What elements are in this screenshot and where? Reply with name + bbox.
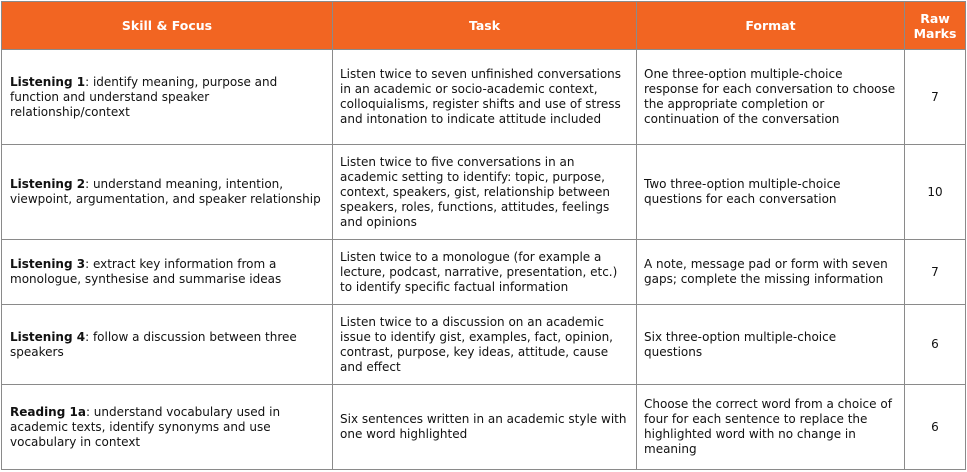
task-cell: Listen twice to five conversations in an academic setting to identify: topic, purpose, context, speakers, gist, relationship between speakers, roles, functions, attitudes, feelings and opinions xyxy=(333,145,637,240)
skill-cell xyxy=(2,305,333,385)
header-row xyxy=(2,2,966,50)
skill-cell xyxy=(2,385,333,470)
skill-title: Listening 1 xyxy=(10,74,86,89)
marks-cell: 6 xyxy=(905,385,966,470)
task-cell: Six sentences written in an academic style with one word highlighted xyxy=(333,385,637,470)
skill-title: Listening 2 xyxy=(10,177,86,191)
skill-description: : extract key information from a monologue, synthesise and summarise ideas xyxy=(10,257,282,286)
format-cell: Choose the correct word from a choice of four for each sentence to replace the highlighted word with no change in meaning xyxy=(637,385,905,470)
marks-cell: 10 xyxy=(905,145,966,240)
marks-cell: 7 xyxy=(905,50,966,145)
assessment-table xyxy=(1,1,966,470)
skill-title: Listening 3 xyxy=(10,257,86,271)
skill-description: : understand meaning, intention, viewpoint, argumentation, and speaker relationship xyxy=(10,177,321,206)
skill-description: : follow a discussion between three speakers xyxy=(10,329,297,359)
skill-cell xyxy=(2,145,333,240)
header-skill-focus: Skill & Focus xyxy=(2,2,333,50)
task-cell: Listen twice to a monologue (for example a lecture, podcast, narrative, presentation, etc.) to identify specific factual information xyxy=(333,240,637,305)
header-raw-marks: Raw Marks xyxy=(905,2,966,50)
format-cell: A note, message pad or form with seven gaps; complete the missing information xyxy=(637,240,905,305)
table-row xyxy=(2,385,966,470)
task-cell: Listen twice to a discussion on an academic issue to identify gist, examples, fact, opinion, contrast, purpose, key ideas, attitude, cause and effect xyxy=(333,305,637,385)
skill-cell xyxy=(2,50,333,145)
table-row xyxy=(2,240,966,305)
format-cell: Six three-option multiple-choice questions xyxy=(637,305,905,385)
skill-description: : identify meaning, purpose and function and understand speaker relationship/context xyxy=(10,74,278,119)
marks-cell: 6 xyxy=(905,305,966,385)
format-cell: Two three-option multiple-choice questions for each conversation xyxy=(637,145,905,240)
marks-cell: 7 xyxy=(905,240,966,305)
skill-title: Listening 4 xyxy=(10,329,86,344)
table-row xyxy=(2,145,966,240)
skill-cell xyxy=(2,240,333,305)
header-task: Task xyxy=(333,2,637,50)
task-cell: Listen twice to seven unfinished conversations in an academic or socio-academic context, colloquialisms, register shifts and use of stress and intonation to indicate attitude included xyxy=(333,50,637,145)
format-cell: One three-option multiple-choice response for each conversation to choose the appropriate completion or continuation of the conversation xyxy=(637,50,905,145)
skill-title: Reading 1a xyxy=(10,404,86,419)
header-format: Format xyxy=(637,2,905,50)
table-row xyxy=(2,305,966,385)
skill-description: : understand vocabulary used in academic texts, identify synonyms and use vocabulary in context xyxy=(10,404,281,449)
table-row xyxy=(2,50,966,145)
